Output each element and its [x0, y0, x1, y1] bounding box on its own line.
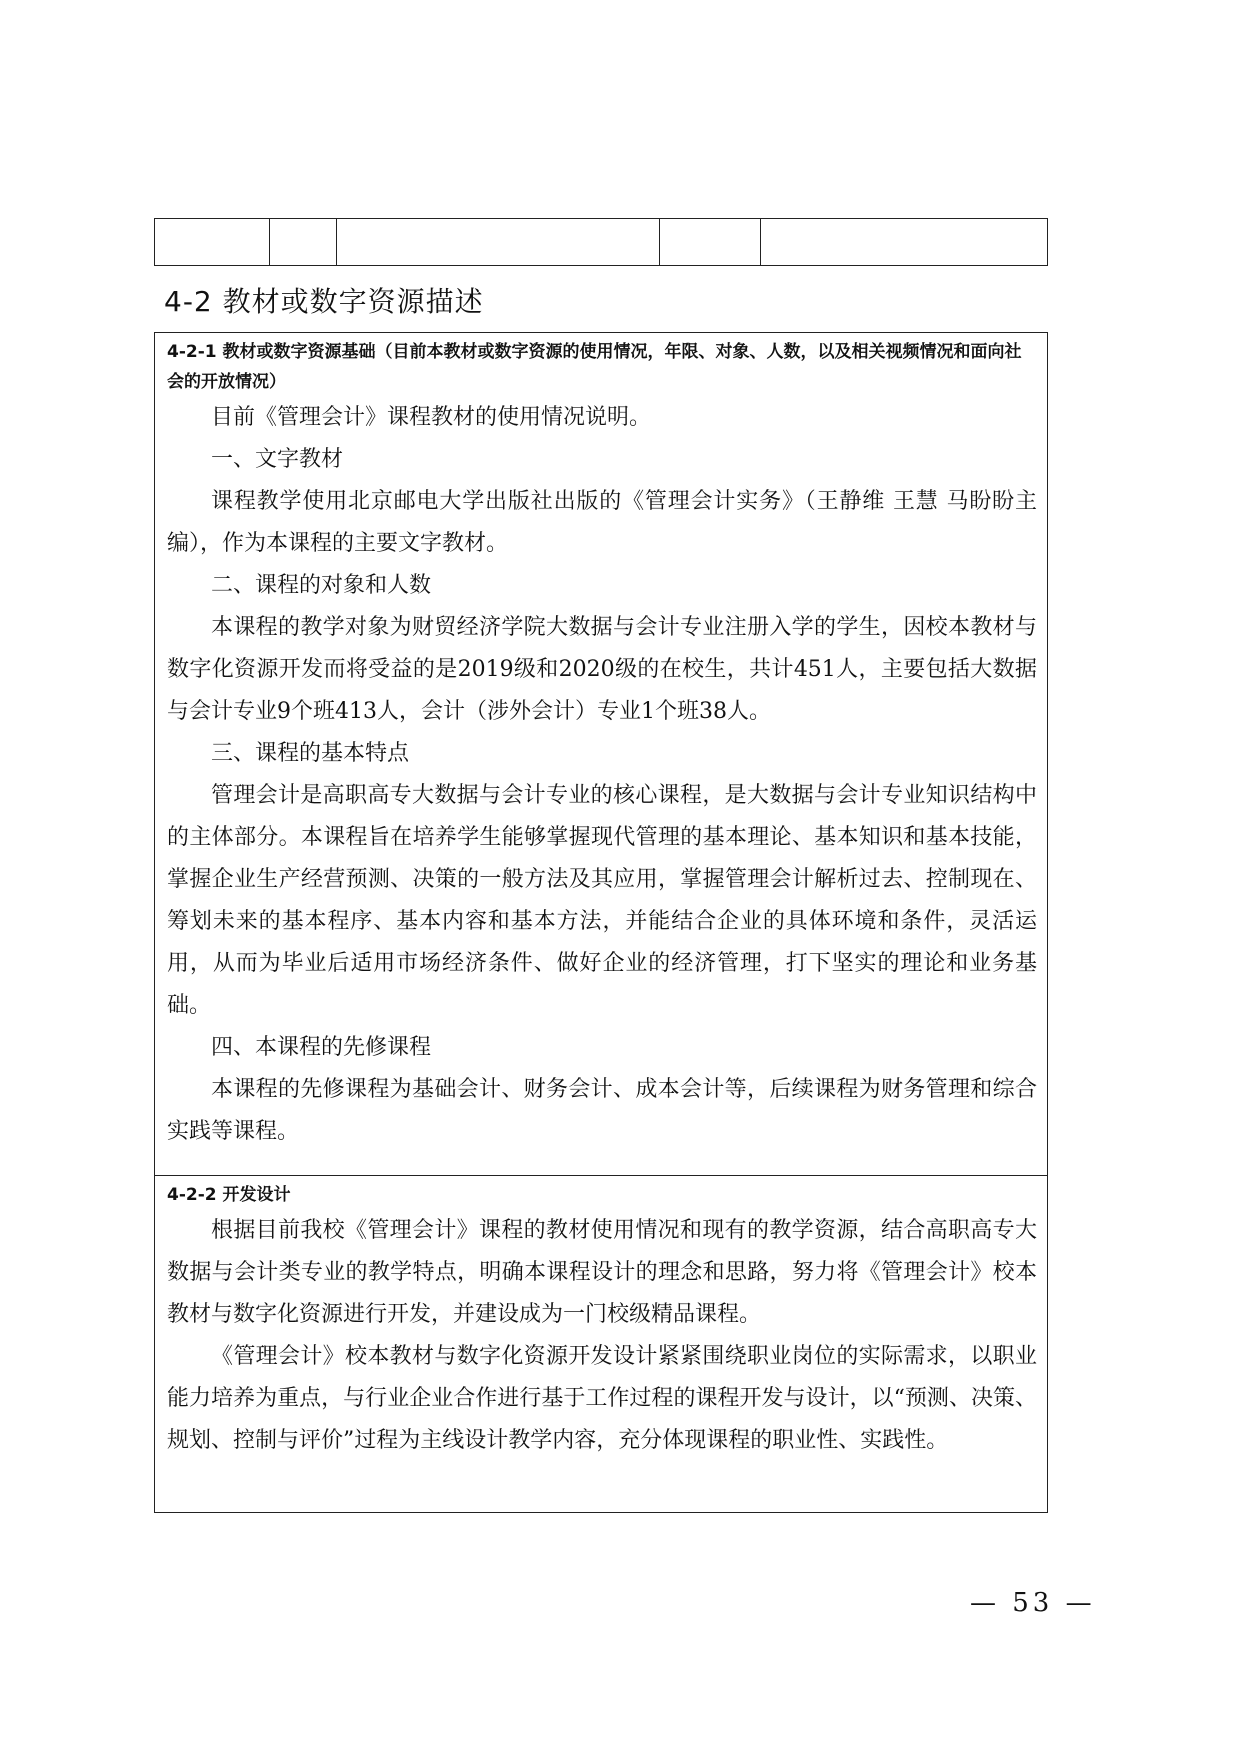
paragraph: 三、课程的基本特点 — [211, 741, 410, 766]
paragraph: 课程教学使用北京邮电大学出版社出版的《管理会计实务》（王静维 王慧 马盼盼主编），作为本课程的主要文字教材。 — [167, 489, 1037, 556]
paragraph: 本课程的教学对象为财贸经济学院大数据与会计专业注册入学的学生，因校本教材与数字化资源开发而将受益的是2019级和2020级的在校生，共计451人，主要包括大数据与会计专业9个班413人，会计（涉外会计）专业1个班38人。 — [167, 615, 1037, 724]
table-cell — [155, 219, 270, 266]
section-heading: 4-2 教材或数字资源描述 — [164, 285, 484, 318]
table-cell — [761, 219, 1048, 266]
paragraph: 本课程的先修课程为基础会计、财务会计、成本会计等，后续课程为财务管理和综合实践等课程。 — [167, 1077, 1037, 1144]
paragraph: 四、本课程的先修课程 — [211, 1035, 432, 1060]
paragraph: 根据目前我校《管理会计》课程的教材使用情况和现有的教学资源，结合高职高专大数据与会计类专业的教学特点，明确本课程设计的理念和思路，努力将《管理会计》校本教材与数字化资源进行开发，并建设成为一门校级精品课程。 — [167, 1218, 1037, 1327]
development-design-box — [154, 1176, 1048, 1513]
resource-basis-title: 4-2-1 教材或数字资源基础（目前本教材或数字资源的使用情况，年限、对象、人数，以及相关视频情况和面向社会的开放情况） — [167, 342, 1022, 392]
table-cell — [270, 219, 337, 266]
table-cell — [337, 219, 660, 266]
top-table-fragment — [154, 218, 1048, 266]
paragraph: 目前《管理会计》课程教材的使用情况说明。 — [211, 405, 652, 430]
paragraph: 一、文字教材 — [211, 447, 344, 472]
paragraph: 管理会计是高职高专大数据与会计专业的核心课程，是大数据与会计专业知识结构中的主体部分。本课程旨在培养学生能够掌握现代管理的基本理论、基本知识和基本技能，掌握企业生产经营预测、决策的一般方法及其应用，掌握管理会计解析过去、控制现在、筹划未来的基本程序、基本内容和基本方法，并能结合企业的具体环境和条件，灵活运用，从而为毕业后适用市场经济条件、做好企业的经济管理，打下坚实的理论和业务基础。 — [167, 783, 1037, 1018]
development-design-title: 4-2-2 开发设计 — [167, 1185, 291, 1205]
page-number: — 53 — — [970, 1588, 1096, 1618]
table-row — [155, 219, 1048, 266]
paragraph: 《管理会计》校本教材与数字化资源开发设计紧紧围绕职业岗位的实际需求，以职业能力培养为重点，与行业企业合作进行基于工作过程的课程开发与设计，以“预测、决策、规划、控制与评价”过程为主线设计教学内容，充分体现课程的职业性、实践性。 — [167, 1344, 1037, 1453]
paragraph: 二、课程的对象和人数 — [211, 573, 432, 598]
resource-basis-box — [154, 332, 1048, 1176]
table-cell — [660, 219, 761, 266]
